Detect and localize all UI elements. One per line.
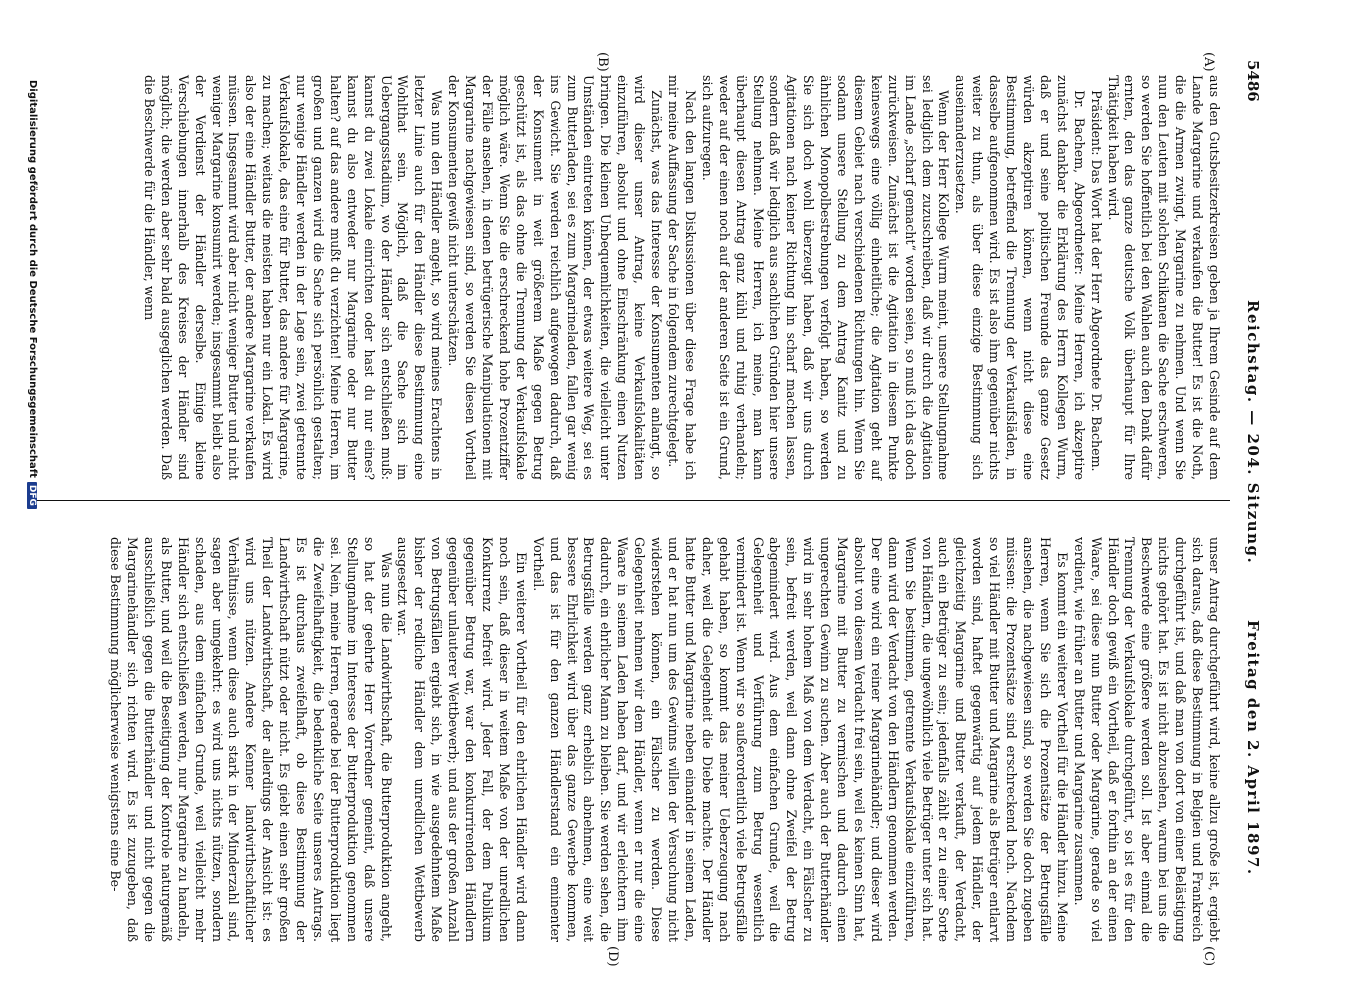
session-heading: Reichstag. — 204. Sitzung. <box>1244 300 1262 565</box>
digitization-footer <box>27 80 38 509</box>
paragraph: Dr. Bachem, Abgeordneter: Meine Herren, ich akzeptire zunächst dankbar die Erklärung des Herrn Kollegen Wurm, daß er und seine politischen Freunde das ganze Gesetz würden akzeptiren können, wenn nicht diese eine Bestimmung, betreffend die Trennung der Verkaufsläden, in dasselbe aufgenommen wird. Es ist also ihm gegenüber nichts weiter zu thun, als über diese einzige Bestimmung sich auseinanderzusetzen. <box>953 75 1087 480</box>
margin-marker-d: (D) <box>605 946 620 967</box>
session-date: Freitag den 2. April 1897. <box>1244 620 1262 876</box>
paragraph: Wenn der Herr Kollege Wurm meint, unsere Stellungnahme sei lediglich dem zuzuschreiben, daß wir durch die Agitation im Lande „scharf gemacht“ worden seien, so muß ich das doch zurückweisen. Zunächst ist die Agitation in diesem Punkte keineswegs eine völlig einheitliche; die Agitation geht auf diesem Gebiet nach verschiedenen Richtungen hin. Wenn Sie sodann unsere Stellung zu dem Antrag Kanitz und zu ähnlichen Monopolbestrebungen verfolgt haben, so werden Sie sich doch wohl überzeugt haben, daß wir uns durch Agitationen nach keiner Richtung hin scharf machen lassen, sondern daß wir lediglich aus sachlichen Gründen hier unsere Stellung nehmen. Meine Herren, ich meine, man kann überhaupt diesen Antrag ganz kühl und ruhig verhandeln; weder auf der einen noch auf der anderen Seite ist ein Grund, sich aufzuregen. <box>699 75 952 480</box>
dfg-logo: DFG <box>27 482 37 509</box>
column-divider <box>30 500 1230 501</box>
paragraph: Was nun den Händler angeht, so wird meines Erachtens in letzter Linie auch für den Händler diese Bestimmung eine Wohlthat sein. Möglich, daß die Sache sich im Uebergangsstadium, wo der Händler sich entschließen muß: kannst du zwei Lokale einrichten oder hast du nur eines? kannst du also entweder nur Margarine oder nur Butter halten? auf das andere mußt du verzichten! Meine Herren, im großen und ganzen wird die Sache sich persönlich gestalten; nur wenige Händler werden in der Lage sein, zwei getrennte Verkaufslokale, das eine für Butter, das andere für Margarine, zu machen; weitaus die meisten haben nur ein Lokal. Es wird also der eine Händler Butter, der andere Margarine verkaufen müssen. Insgesammt wird aber nicht weniger Butter und nicht weniger Margarine konsumirt werden; insgesammt bleibt also der Verdienst der Händler derselbe. Einige kleine Verschiebungen innerhalb des Kreises der Händler sind möglich; die werden aber sehr bald ausgeglichen werden. Daß die Beschwerde für die Händler, wenn <box>141 75 445 480</box>
paragraph: Zunächst, was das Interesse der Konsumenten anlangt, so wird dieser unser Antrag, keine Verkaufslokalitäten einzuführen, absolut und ohne Einschränkung einen Nutzen bringen. Die kleinen Unbequemlichkeiten, die vielleicht unter Umständen eintreten können, der etwas weitere Weg, sei es zum Butterladen, sei es zum Margarineladen, fallen gar wenig ins Gewicht. Sie werden reichlich aufgewogen dadurch, daß der Konsument in weit größerem Maße gegen Betrug geschützt ist, als das ohne die Trennung der Verkaufslokale möglich wäre. Wenn Sie die erschreckend hohe Prozentziffer der Fälle ansehen, in denen betrügerische Manipulationen mit Margarine nachgewiesen sind, so werden Sie diesen Vortheil der Konsumenten gewiß nicht unterschätzen. <box>446 75 665 480</box>
right-column <box>106 537 1222 942</box>
paragraph: Präsident: Das Wort hat der Herr Abgeordnete Dr. Bachem. <box>1088 90 1104 472</box>
margin-marker-b: (B) <box>595 52 610 72</box>
paragraph: Was nun die Landwirthschaft, die Butterproduktion angeht, so hat der geehrte Herr Vorredner gemeint, daß unsere Stellungnahme im Interesse der Butterproduktion genommen sei. Nein, meine Herren, gerade bei der Butterproduktion liegt die Zweifelhaftigkeit, die bedenkliche Seite unseres Antrags. Es ist durchaus zweifelhaft, ob diese Bestimmung der Landwirthschaft nützt oder nicht. Es giebt einen sehr großen Theil der Landwirthschaft, der allerdings der Ansicht ist: es wird uns nützen. Andere Kenner landwirthschaftlicher Verhältnisse, wenn diese auch stark in der Minderzahl sind, sagen aber umgekehrt: es wird uns nichts nützen, sondern schaden, aus dem einfachen Grunde, weil vielleicht mehr Händler sich entschließen werden, nur Margarine zu handeln, als Butter, und weil die Beseitigung der Kontrole naturgemäß ausschließlich gegen die Butterhändler und nicht gegen die Margarinehändler sich richten wird. Es ist zuzugeben, daß diese Bestimmung möglicherweise wenigstens eine Be- <box>108 537 394 942</box>
margin-marker-c: (C) <box>1201 946 1216 967</box>
paragraph: unser Antrag durchgeführt wird, keine allzu große ist, ergiebt sich daraus, daß diese Bestimmung in Belgien und Frankreich durchgeführt ist, und daß man von dort von einer Belästigung nichts gehört hat. Es ist nicht abzusehen, warum bei uns die Beschwerde eine größere werden soll. Ist aber einmal die Trennung der Verkaufslokale durchgeführt, so ist es für den Händler doch gewiß ein Vortheil, daß er forthin an der einen Waare, sei diese nun Butter oder Margarine, gerade so viel verdient, wie früher an Butter und Margarine zusammen. <box>1071 537 1222 942</box>
page-number: 5486 <box>1244 60 1262 102</box>
footer-text: Digitalisierung gefördert durch die Deutsche Forschungsgemeinschaft <box>27 80 38 478</box>
paragraph: Ein weiterer Vortheil für den ehrlichen Händler wird dann noch sein, daß dieser in weitem Maße von der unredlichen Konkurrenz befreit wird. Jeder Fall, der dem Publikum gegenüber Betrug war, war den konkurrirenden Händlern gegenüber unlauterer Wettbewerb; und aus der großen Anzahl von Betrugsfällen ergiebt sich, in wie ausgedehntem Maße bisher der redliche Händler dem unredlichen Wettbewerb ausgesetzt war. <box>395 537 529 942</box>
paragraph: aus den Gutsbesitzerkreisen geben ja Ihrem Gesinde auf dem Lande Margarine und verkaufen die Butter! Es ist die Noth, die die Armen zwingt, Margarine zu nehmen. Und wenn Sie nun den Leuten mit solchen Schikanen die Sache erschweren, so werden Sie hoffentlich bei den Wahlen auch den Dank dafür ernten, den das ganze deutsche Volk überhaupt für Ihre Thätigkeit haben wird. <box>1105 75 1222 480</box>
left-column <box>140 75 1222 480</box>
running-head <box>1240 60 1262 960</box>
paragraph: Es kommt ein weiterer Vortheil für die Händler hinzu. Meine Herren, wenn Sie sich die Prozentsätze der Betrugsfälle ansehen, die nachgewiesen sind, so werden Sie doch zugeben müssen: die Prozentsätze sind erschreckend hoch. Nachdem so viel Händler mit Butter und Margarine als Betrüger entlarvt worden sind, haftet gegenwärtig auf jedem Händler, der gleichzeitig Margarine und Butter verkauft, der Verdacht, auch ein Betrüger zu sein; jedenfalls zählt er zu einer Sorte von Händlern, die ungewöhnlich viele Betrüger unter sich hat. Wenn Sie bestimmen, getrennte Verkaufslokale einzuführen, dann wird der Verdacht von den Händlern genommen werden. Der eine wird ein reiner Margarinehändler; und dieser wird absolut von diesem Verdacht frei sein, weil es keinen Sinn hat, Margarine mit Butter zu vermischen und dadurch einen ungerechten Gewinn zu suchen. Aber auch der Butterhändler wird in sehr hohem Maß von dem Verdacht, ein Fälscher zu sein, befreit werden, weil dann ohne Zweifel der Betrug abgemindert wird. Aus dem einfachen Grunde, weil die Gelegenheit und Verführung zum Betrug wesentlich vermindert ist. Wenn wir so außerordentlich viele Betrugsfälle gehabt haben, so kommt das meiner Ueberzeugung nach daher, weil die Gelegenheit die Diebe machte. Der Händler hatte Butter und Margarine neben einander in seinem Laden, und er hat nun um des Gewinns willen der Versuchung nicht widerstehen können, ein Fälscher zu werden. Diese Gelegenheit nehmen wir dem Händler, wenn er nur die eine Waare in seinem Laden haben darf, und wir erleichtern ihm dadurch, ein ehrlicher Mann zu bleiben. Sie werden sehen, die Betrugsfälle werden ganz erheblich abnehmen, eine weit bessere Ehrlichkeit wird über das ganze Gewerbe kommen, und das ist für den ganzen Händlerstand ein eminenter Vortheil. <box>530 537 1070 942</box>
paragraph: Nach den langen Diskussionen über diese Frage habe ich mir meine Auffassung der Sache in folgendem zurechtgelegt. <box>666 75 698 480</box>
margin-marker-a: (A) <box>1201 52 1216 72</box>
